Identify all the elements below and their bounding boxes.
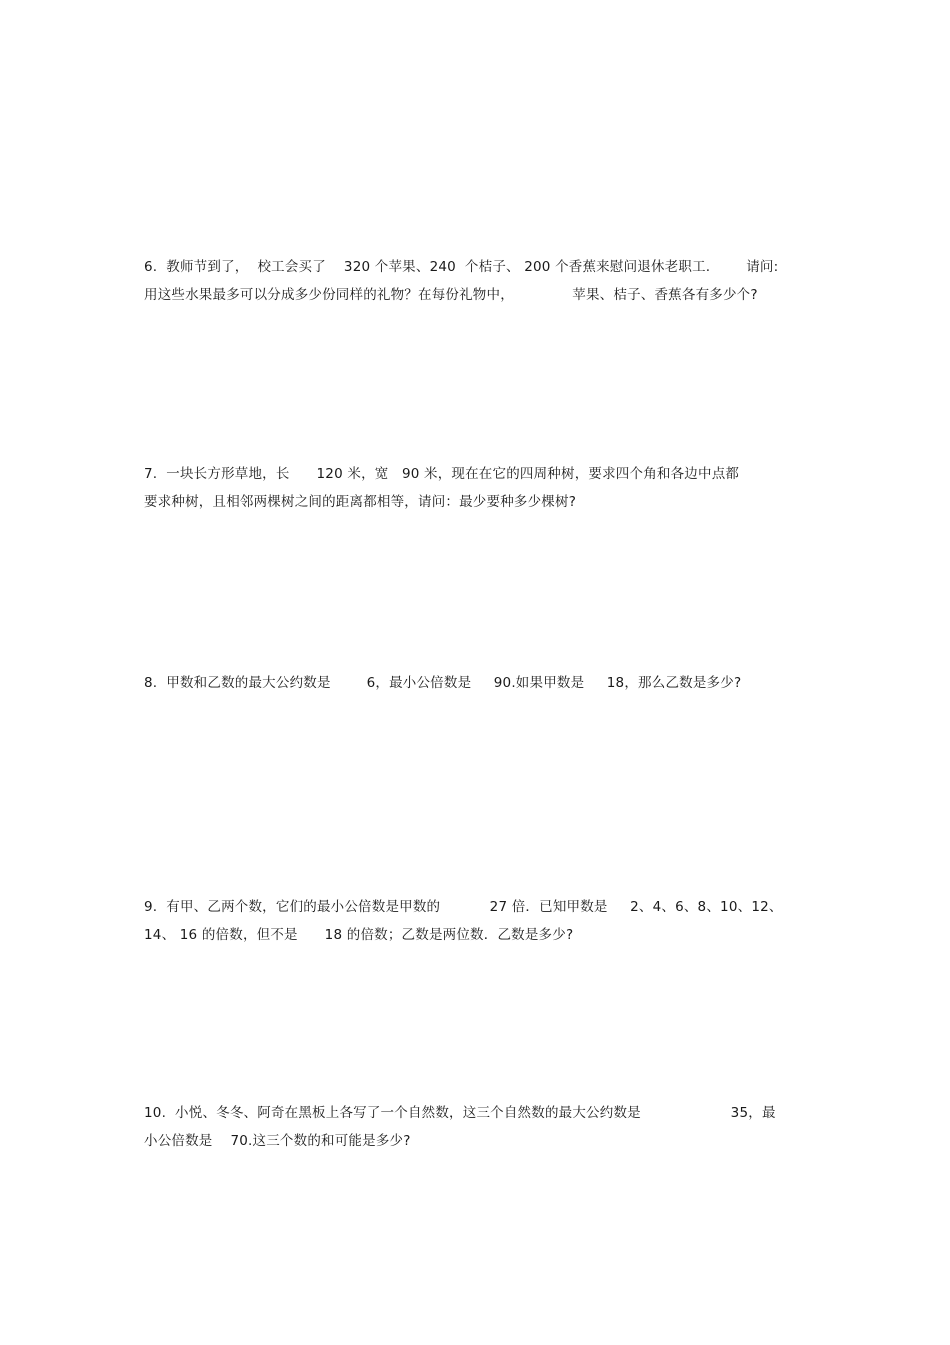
- problem-7-line-2: 要求种树，且相邻两棵树之间的距离都相等，请问：最少要种多少棵树?: [144, 494, 577, 510]
- problem-9-line-2: 14、 16 的倍数，但不是 18 的倍数；乙数是两位数．乙数是多少?: [144, 927, 574, 943]
- problem-6-line-1: 6. 教师节到了， 校工会买了 320 个苹果、240 个桔子、 200 个香蕉来慰问退休老职工. 请问:: [144, 259, 779, 275]
- problem-10-line-2: 小公倍数是 70.这三个数的和可能是多少?: [144, 1133, 411, 1149]
- problem-10-line-1: 10. 小悦、冬冬、阿奇在黑板上各写了一个自然数，这三个自然数的最大公约数是 35，最: [144, 1105, 776, 1121]
- problem-7-line-1: 7. 一块长方形草地，长 120 米，宽 90 米，现在在它的四周种树，要求四个角和各边中点都: [144, 466, 740, 482]
- problem-9-line-1: 9. 有甲、乙两个数，它们的最小公倍数是甲数的 27 倍．已知甲数是 2、4、6、8、10、12、: [144, 899, 783, 915]
- problem-6-line-2: 用这些水果最多可以分成多少份同样的礼物？在每份礼物中， 苹果、桔子、香蕉各有多少个?: [144, 287, 758, 303]
- problem-8-line-1: 8. 甲数和乙数的最大公约数是 6，最小公倍数是 90.如果甲数是 18，那么乙数是多少?: [144, 675, 742, 691]
